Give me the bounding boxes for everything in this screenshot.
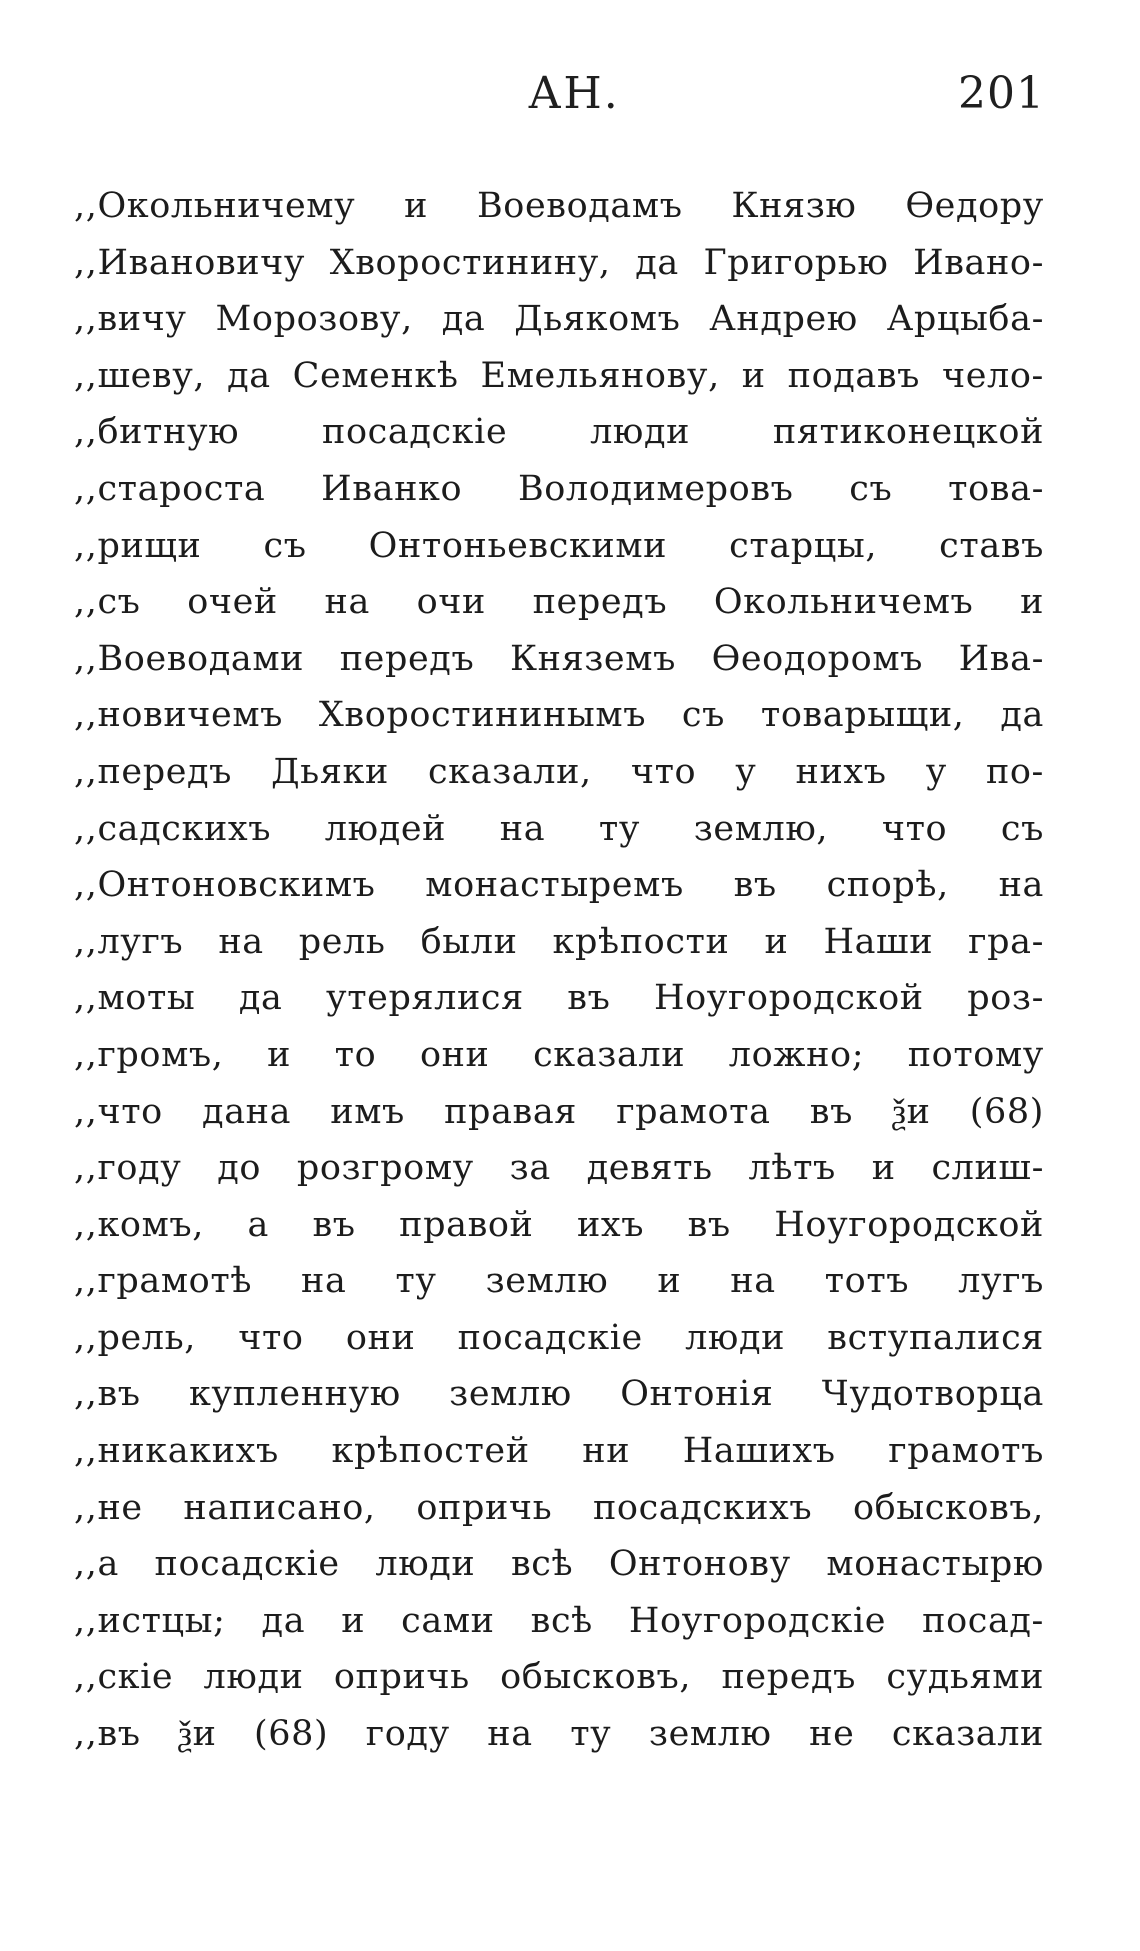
page-number: 201 — [958, 68, 1045, 119]
running-head — [0, 68, 1140, 128]
text-line: ,,лугъ на рель были крѣпости и Наши гра- — [74, 921, 1044, 962]
text-line: ,,битную посадскіе люди пятиконецкой — [74, 412, 1044, 453]
text-line: ,,моты да утерялися въ Ноугородской роз- — [74, 978, 1044, 1019]
text-line: ,,никакихъ крѣпостей ни Нашихъ грамотъ — [74, 1431, 1044, 1472]
text-line: ,,Ивановичу Хворостинину, да Григорью Ивано- — [74, 242, 1044, 283]
text-line: ,,а посадскіе люди всѣ Онтонову монастырю — [74, 1544, 1044, 1585]
text-line: ,,новичемъ Хворостининымъ съ товарыщи, да — [74, 695, 1044, 736]
text-line: ,,Воеводами передъ Княземъ Ѳеодоромъ Ива- — [74, 638, 1044, 679]
text-line: ,,староста Иванко Володимеровъ съ това- — [74, 468, 1044, 509]
text-line: ,,въ ѯи (68) году на ту землю не сказали — [74, 1714, 1044, 1755]
text-line: ,,рель, что они посадскіе люди вступалися — [74, 1317, 1044, 1358]
text-line: ,,году до розгрому за девять лѣтъ и слиш- — [74, 1148, 1044, 1189]
text-line: ,,въ купленную землю Онтонія Чудотворца — [74, 1374, 1044, 1415]
text-line: ,,громъ, и то они сказали ложно; потому — [74, 1034, 1044, 1075]
text-line: ,,съ очей на очи передъ Окольничемъ и — [74, 582, 1044, 623]
text-line: ,,не написано, опричь посадскихъ обысковъ, — [74, 1487, 1044, 1528]
text-line: ,,скіе люди опричь обысковъ, передъ судьями — [74, 1657, 1044, 1698]
text-line: ,,Окольничему и Воеводамъ Князю Ѳедору — [74, 186, 1044, 226]
text-line: ,,рищи съ Онтоньевскими старцы, ставъ — [74, 525, 1044, 566]
text-line: ,,комъ, а въ правой ихъ въ Ноугородской — [74, 1204, 1044, 1245]
body-text — [74, 178, 1044, 1763]
text-line: ,,шеву, да Семенкѣ Емельянову, и подавъ чело- — [74, 355, 1044, 396]
running-head-title: АН. — [528, 68, 620, 119]
text-line: ,,садскихъ людей на ту землю, что съ — [74, 808, 1044, 849]
text-line: ,,Онтоновскимъ монастыремъ въ спорѣ, на — [74, 865, 1044, 906]
text-line: ,,передъ Дьяки сказали, что у нихъ у по- — [74, 751, 1044, 792]
text-line: ,,грамотѣ на ту землю и на тотъ лугъ — [74, 1261, 1044, 1302]
text-line: ,,что дана имъ правая грамота въ ѯи (68) — [74, 1091, 1044, 1132]
text-line: ,,вичу Морозову, да Дьякомъ Андрею Арцыба- — [74, 299, 1044, 340]
text-line: ,,истцы; да и сами всѣ Ноугородскіе посад- — [74, 1600, 1044, 1641]
